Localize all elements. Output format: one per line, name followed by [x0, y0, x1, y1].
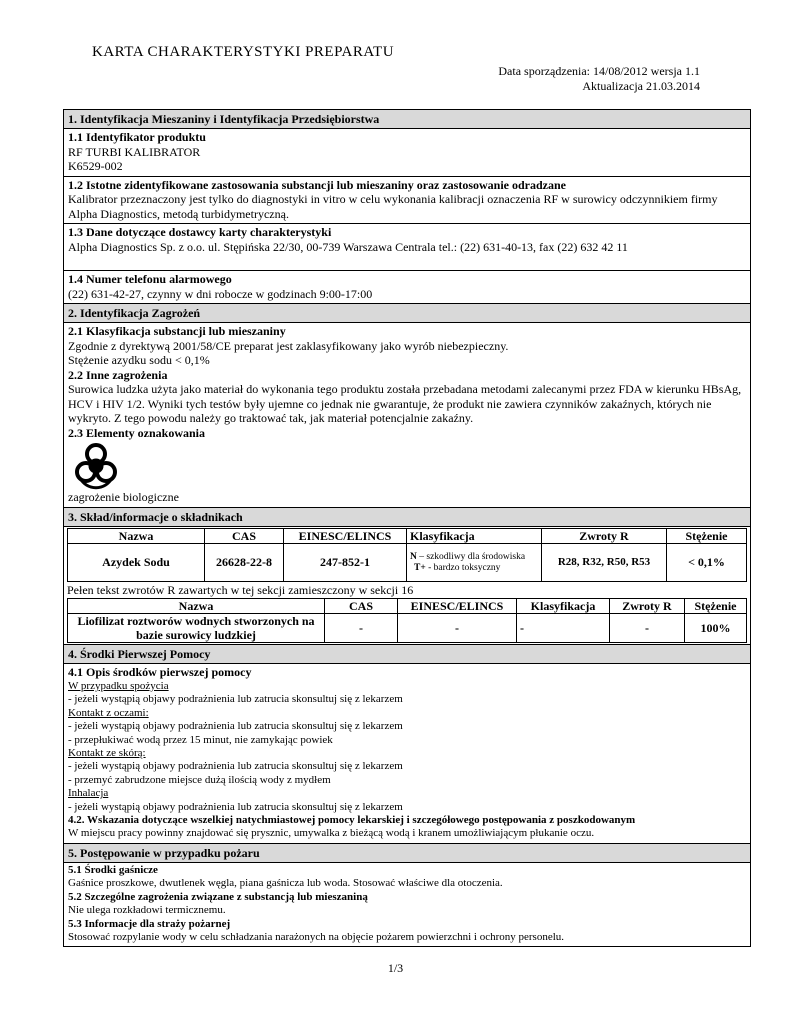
skin-line-2: - przemyć zabrudzone miejsce dużą ilością wody z mydłem: [68, 773, 331, 786]
cell-r: -: [610, 614, 685, 643]
ingestion-line-1: - jeżeli wystąpią objawy podrażnienia lub zatrucia skonsultuj się z lekarzem: [68, 693, 403, 706]
heading-4-2: 4.2. Wskazania dotyczące wszelkiej natychmiastowej pomocy lekarskiej i szczegółowego postępowania z poszkodowanym: [68, 814, 636, 827]
section-4-heading: 4. Środki Pierwszej Pomocy: [64, 645, 750, 664]
ingestion-label: W przypadku spożycia: [68, 680, 169, 692]
eyes-line-1: - jeżeli wystąpią objawy podrażnienia lub zatrucia skonsultuj się z lekarzem: [68, 720, 403, 733]
section-5-heading: 5. Postępowanie w przypadku pożaru: [64, 844, 750, 863]
pictogram-caption: zagrożenie biologiczne: [68, 490, 179, 504]
table-header-row: [68, 598, 747, 614]
section-2-body: [64, 323, 750, 508]
heading-1-1: 1.1 Identyfikator produktu: [68, 130, 206, 144]
cell-cas: -: [325, 614, 398, 643]
classification-text: Zgodnie z dyrektywą 2001/58/CE preparat jest zaklasyfikowany jako wyrób niebezpieczny.: [68, 338, 509, 353]
r-phrases-note: Pełen tekst zwrotów R zawartych w tej sekcji zamieszczony w sekcji 16: [67, 583, 414, 597]
class-text-t: - bardzo toksyczny: [425, 562, 501, 573]
heading-4-1: 4.1 Opis środków pierwszej pomocy: [68, 665, 252, 679]
cell-class: -: [517, 614, 610, 643]
col-cas: CAS: [325, 598, 398, 614]
heading-5-3: 5.3 Informacje dla straży pożarnej: [68, 917, 231, 930]
heading-5-2: 5.2 Szczególne zagrożenia związane z substancją lub mieszaniną: [68, 890, 368, 903]
heading-2-2: 2.2 Inne zagrożenia: [68, 367, 168, 382]
special-hazards: Nie ulega rozkładowi termicznemu.: [68, 904, 226, 917]
section-1-2: [64, 177, 750, 225]
col-name: Nazwa: [68, 598, 325, 614]
product-code: K6529-002: [68, 159, 123, 173]
col-r: Zwroty R: [542, 528, 667, 544]
col-class: Klasyfikacja: [517, 598, 610, 614]
heading-5-1: 5.1 Środki gaśnicze: [68, 863, 158, 876]
extinguishing-media: Gaśnice proszkowe, dwutlenek węgla, piana gaśnicza lub woda. Stosować właściwe dla otoczenia.: [68, 877, 503, 890]
section-3-body: [64, 527, 750, 646]
cell-class: [407, 544, 542, 582]
heading-2-1: 2.1 Klasyfikacja substancji lub mieszaniny: [68, 324, 286, 338]
class-symbol-n: N: [410, 551, 417, 562]
col-class: Klasyfikacja: [407, 528, 542, 544]
table-header-row: [68, 528, 747, 544]
inhalation-label: Inhalacja: [68, 787, 109, 800]
section-3-heading: 3. Skład/informacje o składnikach: [64, 508, 750, 527]
section-1-4: [64, 271, 750, 304]
col-einecs: EINESC/ELINCS: [284, 528, 407, 544]
cell-cas: 26628-22-8: [205, 544, 284, 582]
page-number: 1/3: [387, 961, 404, 975]
section-1-heading: 1. Identyfikacja Mieszaniny i Identyfikacja Przedsiębiorstwa: [64, 110, 750, 129]
biohazard-icon: [70, 442, 746, 490]
col-r: Zwroty R: [610, 598, 685, 614]
inhalation-line-1: - jeżeli wystąpią objawy podrażnienia lub zatrucia skonsultuj się z lekarzem: [68, 800, 403, 813]
heading-2-3: 2.3 Elementy oznakowania: [68, 425, 206, 440]
class-text-n: – szkodliwy dla środowiska: [416, 551, 526, 562]
table-row: [68, 544, 747, 582]
composition-table-2: [67, 598, 747, 644]
heading-1-3: 1.3 Dane dotyczące dostawcy karty charakterystyki: [68, 225, 332, 239]
table-row: [68, 614, 747, 643]
composition-table-1: [67, 528, 747, 583]
workplace-text: W miejscu pracy powinny znajdować się prysznic, umywalka z bieżącą wodą i kranem umożliwiającym płukanie oczu.: [68, 827, 595, 840]
firefighter-advice: Stosować rozpylanie wody w celu schładzania narażonych na objęcie pożarem powierzchni i ochrony personelu.: [68, 930, 565, 943]
cell-name: Liofilizat roztworów wodnych stworzonych na bazie surowicy ludzkiej: [68, 614, 325, 643]
section-4-body: [64, 664, 750, 844]
col-einecs: EINESC/ELINCS: [398, 598, 517, 614]
skin-label: Kontakt ze skórą:: [68, 747, 146, 760]
col-name: Nazwa: [68, 528, 205, 544]
section-1-3: [64, 224, 750, 271]
safety-data-sheet: [63, 109, 751, 947]
cell-name: Azydek Sodu: [68, 544, 205, 582]
section-5-body: [64, 863, 750, 947]
cell-r: R28, R32, R50, R53: [542, 544, 667, 582]
heading-1-2: 1.2 Istotne zidentyfikowane zastosowania substancji lub mieszaniny oraz zastosowanie odradzane: [68, 177, 567, 192]
heading-1-4: 1.4 Numer telefonu alarmowego: [68, 272, 232, 286]
col-cas: CAS: [205, 528, 284, 544]
product-name: RF TURBI KALIBRATOR: [68, 144, 201, 159]
eyes-line-2: - przepłukiwać wodą przez 15 minut, nie zamykając powiek: [68, 733, 333, 746]
other-hazards-text: Surowica ludzka użyta jako materiał do wykonania tego produktu została przebadana metodami zalecanymi przez FDA w kierunku HBsAg, HCV i HIV 1/2. Wyniki tych testów były ujemne co jednak nie gwarantuje, że produkt nie zawiera czynników zakaźnych, których nie wykryto. Z tego powodu należy go traktować tak, jak materiał potencjalnie zakaźny.: [68, 382, 742, 425]
use-text: Kalibrator przeznaczony jest tylko do diagnostyki in vitro w celu wykonania kalibracji oznaczenia RF w surowicy odczynnikiem firmy Alpha Diagnostics, metodą turbidymetryczną.: [68, 192, 718, 221]
cell-conc: 100%: [685, 614, 747, 643]
update-date: Aktualizacja 21.03.2014: [582, 79, 700, 93]
skin-line-1: - jeżeli wystąpią objawy podrażnienia lub zatrucia skonsultuj się z lekarzem: [68, 760, 403, 773]
cell-einecs: 247-852-1: [284, 544, 407, 582]
class-symbol-t: T+: [414, 562, 426, 573]
document-meta: [498, 64, 700, 94]
cell-einecs: -: [398, 614, 517, 643]
supplier-details: Alpha Diagnostics Sp. z o.o. ul. Stępińska 22/30, 00-739 Warszawa Centrala tel.: (22) 631-40-13, fax (22) 632 42 11: [68, 239, 628, 254]
azide-concentration: Stężenie azydku sodu < 0,1%: [68, 353, 210, 367]
section-2-heading: 2. Identyfikacja Zagrożeń: [64, 304, 750, 323]
cell-conc: < 0,1%: [667, 544, 747, 582]
document-title: KARTA CHARAKTERYSTYKI PREPARATU: [92, 44, 395, 60]
emergency-phone: (22) 631-42-27, czynny w dni robocze w godzinach 9:00-17:00: [68, 286, 373, 301]
eyes-label: Kontakt z oczami:: [68, 706, 149, 719]
section-1-1: [64, 129, 750, 177]
creation-date: Data sporządzenia: 14/08/2012 wersja 1.1: [498, 64, 700, 78]
col-conc: Stężenie: [667, 528, 747, 544]
col-conc: Stężenie: [685, 598, 747, 614]
